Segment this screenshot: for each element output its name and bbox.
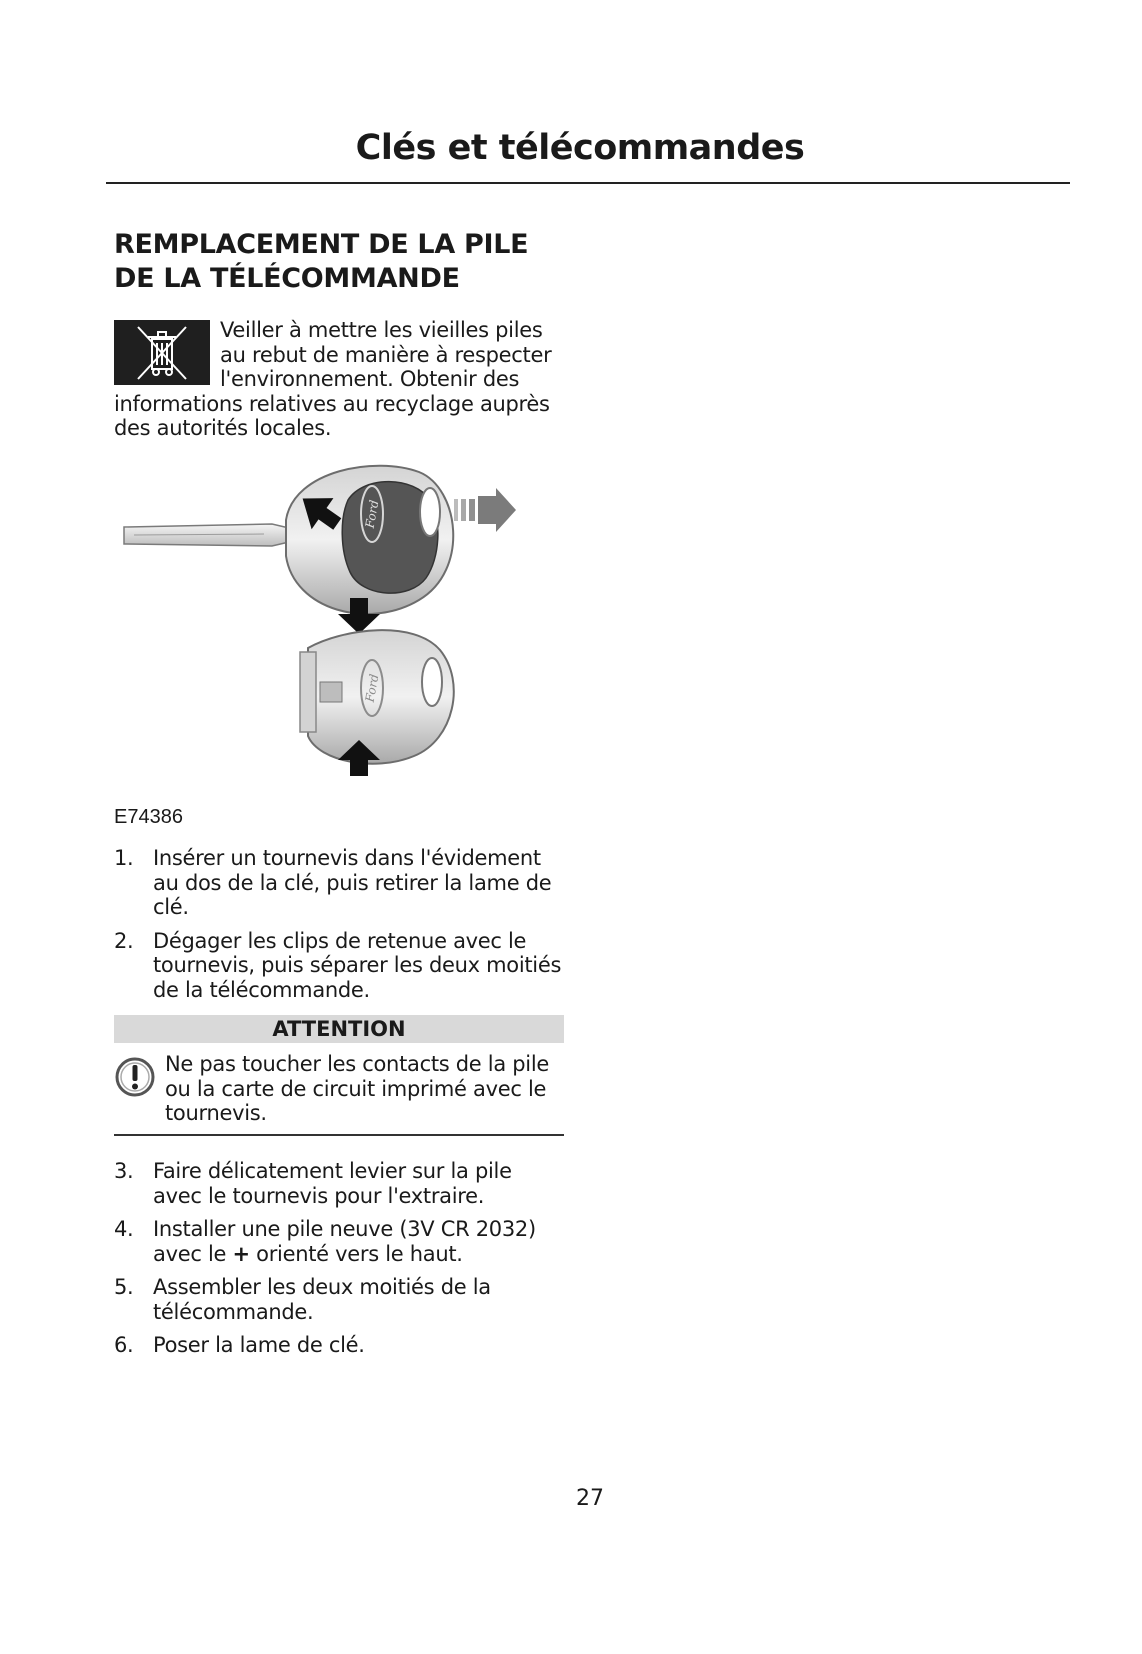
- list-item: [114, 1217, 566, 1266]
- step-text: Poser la lame de clé.: [153, 1333, 365, 1357]
- step-text: Insérer un tournevis dans l'évidement au dos de la clé, puis retirer la lame de clé.: [153, 846, 552, 919]
- title-divider: [106, 182, 1070, 184]
- arrow-icon: [454, 488, 516, 532]
- section-heading: [114, 228, 584, 296]
- step-number: 6.: [114, 1333, 134, 1357]
- environment-text: Veiller à mettre les vieilles piles au rebut de manière à respecter l'environnement. Obtenir des informations relatives au recyclage auprès des autorités locales.: [114, 318, 552, 440]
- list-item: [114, 929, 566, 1003]
- steps-list-before: [114, 846, 566, 1011]
- page-number: 27: [576, 1486, 604, 1511]
- list-item: [114, 1275, 566, 1324]
- list-item: [114, 1159, 566, 1208]
- key-illustration: [114, 460, 566, 820]
- attention-divider: [114, 1134, 564, 1136]
- list-item: [114, 846, 566, 920]
- steps-list-after: [114, 1159, 566, 1367]
- step-number: 5.: [114, 1275, 134, 1299]
- crossed-bin-icon: [114, 320, 210, 385]
- section-heading-line2: DE LA TÉLÉCOMMANDE: [114, 263, 460, 294]
- page-title: Clés et télécommandes: [355, 128, 805, 168]
- step-text-part1: Installer une pile neuve (3V CR 2032) avec le: [153, 1217, 536, 1266]
- step-text: Dégager les clips de retenue avec le tournevis, puis séparer les deux moitiés de la télécommande.: [153, 928, 562, 1002]
- list-item: [114, 1333, 566, 1358]
- attention-label: ATTENTION: [114, 1015, 564, 1043]
- figure-id: E74386: [114, 806, 183, 828]
- section-heading-line1: REMPLACEMENT DE LA PILE: [114, 229, 529, 260]
- attention-box: [114, 1052, 566, 1126]
- step-number: 2.: [114, 928, 134, 953]
- step-text-part2: orienté vers le haut.: [256, 1241, 463, 1266]
- step-text: Faire délicatement levier sur la pile avec le tournevis pour l'extraire.: [153, 1159, 512, 1208]
- step-number: 4.: [114, 1217, 134, 1241]
- attention-text: Ne pas toucher les contacts de la pile ou la carte de circuit imprimé avec le tournevis.: [165, 1052, 549, 1125]
- step-text: Assembler les deux moitiés de la télécommande.: [153, 1275, 491, 1324]
- ford-logo: Ford: [362, 498, 382, 530]
- key-remote-illustration: [114, 460, 566, 828]
- step-number: 1.: [114, 846, 134, 870]
- warning-icon: [114, 1056, 156, 1098]
- plus-symbol: +: [232, 1241, 250, 1266]
- step-number: 3.: [114, 1159, 134, 1183]
- ford-logo-lower: Ford: [362, 672, 382, 704]
- environment-note: [114, 318, 566, 441]
